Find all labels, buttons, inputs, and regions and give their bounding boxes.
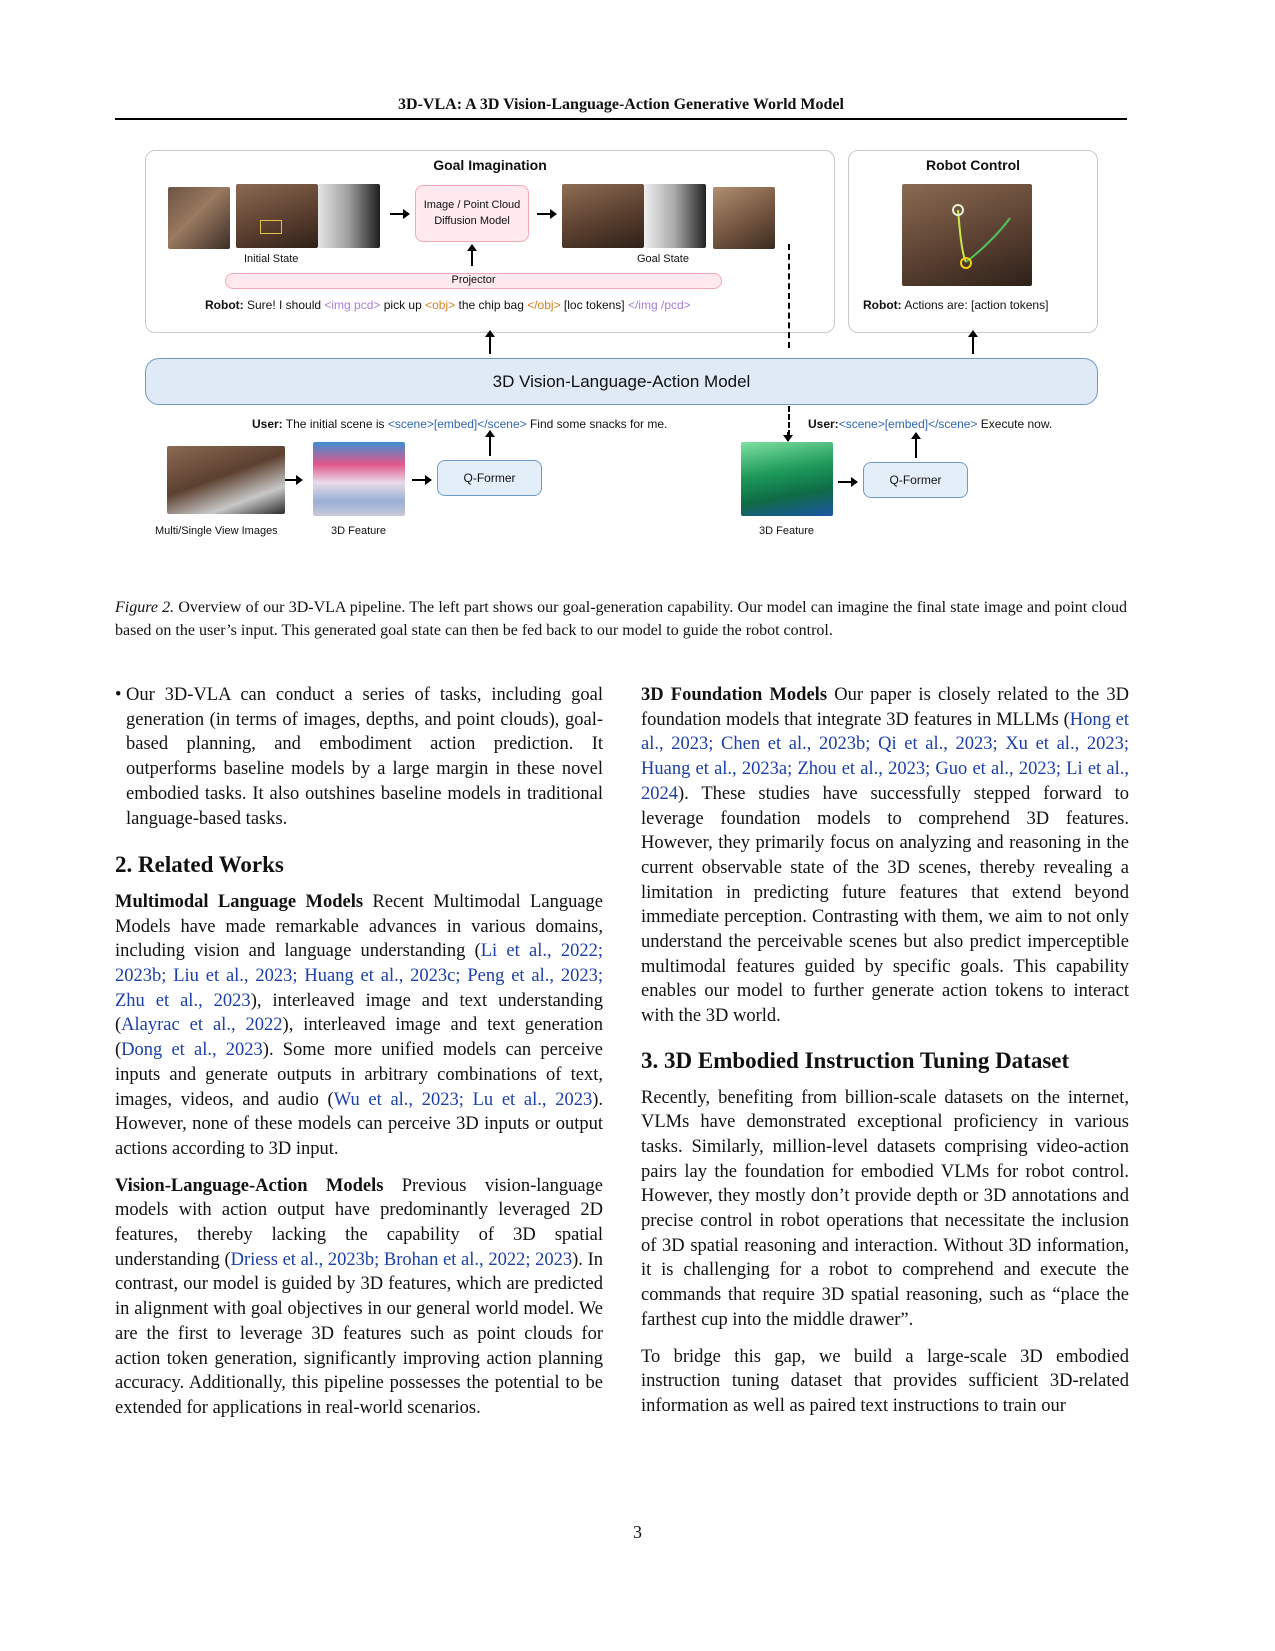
goal-state-image	[562, 184, 644, 248]
robot-goal-response: Robot: Sure! I should <img pcd> pick up <obj> the chip bag </obj> [loc tokens] </img /pcd>	[205, 298, 691, 312]
arrow-model-to-robot	[972, 334, 974, 354]
citation-link[interactable]: Li et al., 2022; 2023b; Liu et al., 2023; Huang et al., 2023c; Peng et al., 2023; Zhu et al., 2023	[115, 941, 603, 1011]
running-title: 3D-VLA: A 3D Vision-Language-Action Generative World Model	[398, 96, 844, 113]
robot-panel-title: Robot Control	[925, 157, 1021, 173]
right-3d-feature	[741, 442, 833, 516]
user-goal-prompt: User: The initial scene is <scene>[embed]</scene> Find some snacks for me.	[252, 417, 668, 431]
arrow-feature-to-qformer-right	[838, 481, 856, 483]
chip-bag-highlight	[260, 220, 282, 234]
left-3d-feature	[313, 442, 405, 516]
header-rule	[115, 118, 1127, 120]
qformer-left: Q-Former	[437, 460, 542, 496]
paragraph-multimodal-language-models: Multimodal Language Models Recent Multimodal Language Models have made remarkable advances in various domains, including vision and language understanding (Li et al., 2022; 2023b; Liu et al., 2023; Huang et al., 2023c; Peng et al., 2023; Zhu et al., 2023), interleaved image and text understanding (Alayrac et al., 2022), interleaved image and text generation (Dong et al., 2023). Some more unified models can perceive inputs and generate outputs in arbitrary combinations of text, images, videos, and audio (Wu et al., 2023; Lu et al., 2023). However, none of these models can perceive 3D inputs or output actions according to 3D input.	[115, 891, 603, 1159]
robot-speaker: Robot:	[863, 298, 902, 312]
dashed-arrow-down	[787, 432, 789, 438]
robot-speaker: Robot:	[205, 298, 244, 312]
caption-text: Overview of our 3D-VLA pipeline. The left part shows our goal-generation capability. Our model can imagine the final state image and point cloud based on the user’s input. This generated goal state can then be fed back to our model to guide the robot control.	[115, 599, 1127, 639]
arrow-qformer-left-up	[489, 434, 491, 456]
section-title-related-works: 2. Related Works	[115, 852, 284, 878]
arrow-qformer-right-up	[915, 436, 917, 458]
robot-control-image	[902, 184, 1032, 286]
diffusion-model-box: Image / Point Cloud Diffusion Model	[415, 185, 529, 242]
contribution-bullet: • Our 3D-VLA can conduct a series of tasks, including goal generation (in terms of images, depths, and point clouds), goal-based planning, and embodiment action prediction. It outperforms baseline models by a large margin in these novel embodied tasks. It also outshines baseline models in traditional language-based tasks.	[115, 685, 603, 829]
figure-2	[145, 148, 1105, 573]
right-column	[641, 683, 1129, 1431]
paragraph-dataset-motivation: Recently, benefiting from billion-scale datasets on the internet, VLMs have demonstrated exceptional proficiency in various tasks. Similarly, million-level datasets comprising video-action pairs lay the foundation for embodied VLMs for robot control. However, they mostly don’t provide depth or 3D annotations and precise control in robot operations that necessitate the inclusion of 3D spatial reasoning and interaction. Without 3D information, it is challenging for a robot to comprehend and execute the commands that require 3D spatial reasoning, such as “place the farthest cup into the middle drawer”.	[641, 1087, 1129, 1330]
paragraph-vla-models: Vision-Language-Action Models Previous vision-language models with action output have predominantly leveraged 2D features, thereby lacking the capability of 3D spatial understanding (Driess et al., 2023b; Brohan et al., 2022; 2023). In contrast, our model is guided by 3D features, which are predicted in alignment with goal objectives in our general world model. We are the first to leverage 3D features such as point clouds for action token generation, significantly improving action planning accuracy. Additionally, this pipeline possesses the potential to be extended for applications in real-world scenarios.	[115, 1175, 603, 1418]
goal-state-pointcloud	[713, 187, 775, 249]
initial-state-depth	[318, 184, 380, 248]
goal-panel-title: Goal Imagination	[433, 157, 547, 173]
projector-bar: Projector	[225, 273, 722, 289]
trajectory-overlay	[902, 184, 1032, 286]
left-3d-feature-label: 3D Feature	[331, 525, 387, 537]
figure-label: Figure 2.	[115, 599, 175, 616]
initial-state-label: Initial State	[244, 253, 299, 265]
section-title-dataset: 3. 3D Embodied Instruction Tuning Dataset	[641, 1047, 1070, 1073]
arrow-projector-to-diffusion	[471, 248, 473, 266]
qformer-right: Q-Former	[863, 462, 968, 498]
right-3d-feature-label: 3D Feature	[759, 525, 815, 537]
user-execute-prompt: User:<scene>[embed]</scene> Execute now.	[808, 417, 1053, 431]
paragraph-dataset-build: To bridge this gap, we build a large-scale 3D embodied instruction tuning dataset that provides sufficient 3D-related information as well as paired text instructions to train our	[641, 1346, 1129, 1416]
goal-state-label: Goal State	[637, 253, 689, 265]
goal-feedback-dashed-line	[788, 244, 790, 348]
vla-model-box: 3D Vision-Language-Action Model	[145, 358, 1098, 405]
left-column	[115, 683, 603, 1433]
user-speaker: User:	[808, 417, 839, 431]
initial-state-image	[236, 184, 318, 248]
multiview-images-label: Multi/Single View Images	[155, 525, 278, 537]
arrow-to-goal-state	[537, 213, 555, 215]
citation-link[interactable]: Alayrac et al., 2022	[121, 1015, 283, 1036]
initial-view-thumbnail	[168, 187, 230, 249]
robot-action-response: Robot: Actions are: [action tokens]	[863, 298, 1049, 312]
user-speaker: User:	[252, 417, 283, 431]
goal-imagination-panel	[145, 150, 835, 333]
citation-link[interactable]: Hong et al., 2023; Chen et al., 2023b; Qi et al., 2023; Xu et al., 2023; Huang et al., 2023a; Zhou et al., 2023; Guo et al., 2023; Li et al., 2024	[641, 709, 1129, 804]
citation-link[interactable]: Wu et al., 2023; Lu et al., 2023	[333, 1089, 593, 1110]
goal-state-depth	[644, 184, 706, 248]
figure-caption	[115, 596, 1127, 642]
paragraph-3d-foundation-models: 3D Foundation Models Our paper is closely related to the 3D foundation models that integrate 3D features in MLLMs (Hong et al., 2023; Chen et al., 2023b; Qi et al., 2023; Xu et al., 2023; Huang et al., 2023a; Zhou et al., 2023; Guo et al., 2023; Li et al., 2024). These studies have successfully stepped forward to leverage foundation models to comprehend 3D features. However, they primarily focus on analyzing and reasoning in the current observable state of the 3D scenes, thereby revealing a limitation in predicting future features that extend beyond immediate perception. Contrasting with them, we aim to not only understand the perceivable scenes but also predict imperceptible multimodal features guided by specific goals. This capability enables our model to further generate action tokens to interact with the 3D world.	[641, 685, 1129, 1027]
arrow-to-diffusion	[390, 213, 408, 215]
citation-link[interactable]: Driess et al., 2023b; Brohan et al., 2022; 2023	[230, 1249, 573, 1270]
page-number: 3	[633, 1522, 642, 1542]
robot-control-panel	[848, 150, 1098, 333]
citation-link[interactable]: Dong et al., 2023	[121, 1040, 263, 1061]
arrow-images-to-feature	[285, 479, 301, 481]
multiview-images	[167, 446, 285, 514]
arrow-model-to-goal	[489, 334, 491, 354]
arrow-feature-to-qformer-left	[412, 479, 430, 481]
